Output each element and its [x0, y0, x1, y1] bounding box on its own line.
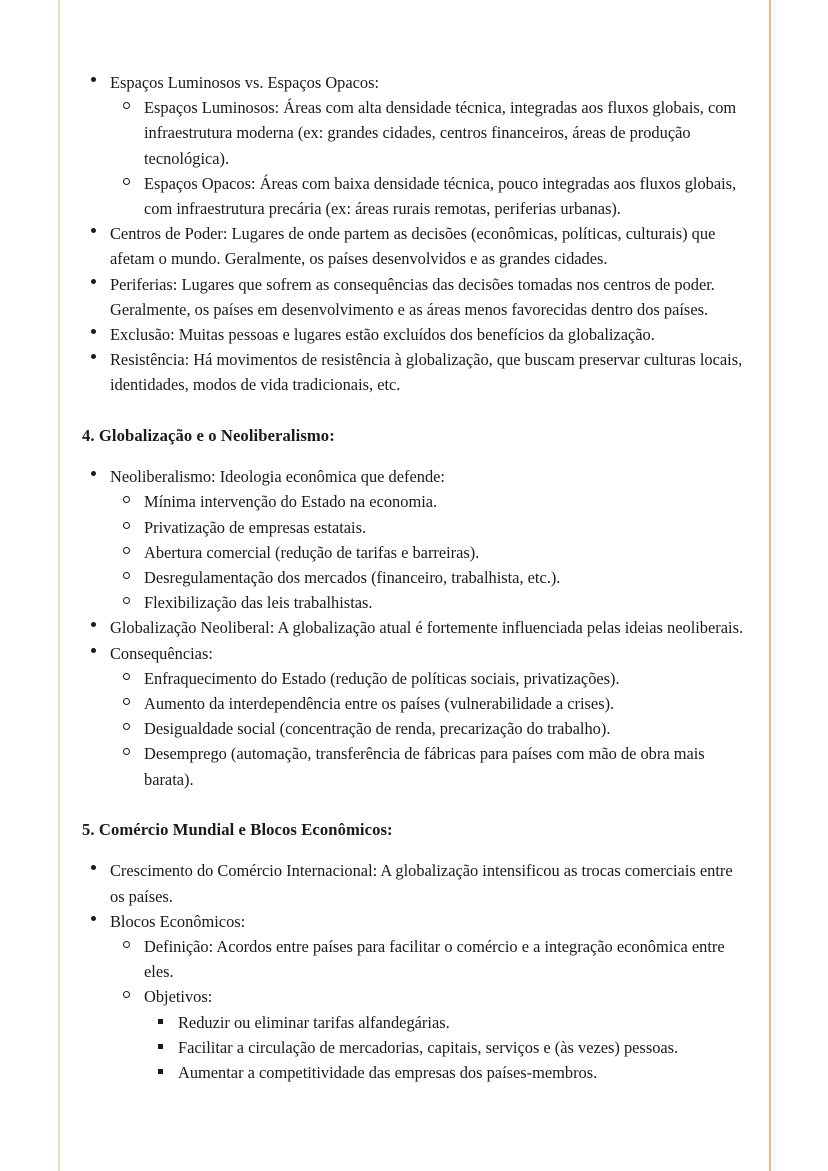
- list-item: [113, 741, 750, 791]
- list-item: [82, 615, 750, 640]
- list-item: [82, 909, 750, 1085]
- bullet-circle-icon: [123, 984, 130, 1009]
- bullet-disc-icon: [91, 909, 96, 934]
- bullet-list-level-2: [110, 934, 750, 1085]
- bullet-disc-icon: [91, 615, 96, 640]
- bullet-disc-icon: [91, 858, 96, 883]
- list-item-text: Neoliberalismo: Ideologia econômica que defende:: [110, 467, 445, 487]
- list-item: [147, 1035, 750, 1060]
- list-item-text: Enfraquecimento do Estado (redução de políticas sociais, privatizações).: [144, 668, 620, 688]
- list-item: [113, 666, 750, 691]
- bullet-disc-icon: [91, 322, 96, 347]
- list-item: [113, 590, 750, 615]
- list-item-text: Flexibilização das leis trabalhistas.: [144, 593, 373, 613]
- bullet-list-level-2: [110, 666, 750, 792]
- bullet-disc-icon: [91, 464, 96, 489]
- list-item-text: Mínima intervenção do Estado na economia.: [144, 492, 438, 512]
- bullet-circle-icon: [123, 590, 130, 615]
- list-item-text: Blocos Econômicos:: [110, 911, 246, 931]
- bullet-square-icon: [158, 1035, 163, 1060]
- list-item-text: Centros de Poder: Lugares de onde partem as decisões (econômicas, políticas, culturais) que afetam o mundo. Geralmente, os países desenvolvidos e as grandes cidades.: [110, 224, 716, 269]
- list-item-text: Desigualdade social (concentração de renda, precarização do trabalho).: [144, 719, 611, 739]
- list-item: [113, 171, 750, 221]
- list-item-text: Desregulamentação dos mercados (financeiro, trabalhista, etc.).: [144, 568, 561, 588]
- section-heading: 4. Globalização e o Neoliberalismo:: [82, 425, 335, 445]
- list-item-text: Aumentar a competitividade das empresas dos países-membros.: [178, 1063, 598, 1083]
- list-item: [113, 716, 750, 741]
- list-item-text: Privatização de empresas estatais.: [144, 517, 367, 537]
- bullet-disc-icon: [91, 272, 96, 297]
- list-item: [113, 489, 750, 514]
- list-item-text: Facilitar a circulação de mercadorias, capitais, serviços e (às vezes) pessoas.: [178, 1037, 679, 1057]
- bullet-disc-icon: [91, 221, 96, 246]
- bullet-circle-icon: [123, 171, 130, 196]
- list-item: [82, 464, 750, 615]
- list-item: [147, 1060, 750, 1085]
- page-rule-left: [58, 0, 60, 1171]
- list-item: [113, 565, 750, 590]
- list-item-text: Globalização Neoliberal: A globalização atual é fortemente influenciada pelas ideias neoliberais.: [110, 618, 744, 638]
- bullet-list-level-1: [82, 70, 750, 398]
- list-item-text: Abertura comercial (redução de tarifas e barreiras).: [144, 542, 480, 562]
- list-item: [82, 641, 750, 792]
- list-item-text: Objetivos:: [144, 987, 213, 1007]
- list-item: [113, 984, 750, 1085]
- bullet-disc-icon: [91, 347, 96, 372]
- list-item-text: Aumento da interdependência entre os países (vulnerabilidade a crises).: [144, 694, 615, 714]
- list-item: [82, 272, 750, 322]
- section-heading: 5. Comércio Mundial e Blocos Econômicos:: [82, 819, 393, 839]
- bullet-list-level-2: [110, 95, 750, 221]
- list-item: [147, 1010, 750, 1035]
- bullet-circle-icon: [123, 934, 130, 959]
- bullet-circle-icon: [123, 741, 130, 766]
- bullet-square-icon: [158, 1010, 163, 1035]
- list-item: [113, 691, 750, 716]
- bullet-circle-icon: [123, 716, 130, 741]
- bullet-circle-icon: [123, 565, 130, 590]
- list-item-text: Espaços Luminosos vs. Espaços Opacos:: [110, 73, 380, 92]
- bullet-circle-icon: [123, 691, 130, 716]
- list-item: [113, 540, 750, 565]
- list-item: [82, 858, 750, 908]
- list-item-text: Definição: Acordos entre países para facilitar o comércio e a integração econômica entre eles.: [144, 937, 725, 982]
- list-item-text: Desemprego (automação, transferência de fábricas para países com mão de obra mais barata).: [144, 744, 705, 789]
- bullet-list-level-3: [144, 1010, 750, 1086]
- list-item: [82, 221, 750, 271]
- list-item: [82, 347, 750, 397]
- bullet-circle-icon: [123, 515, 130, 540]
- bullet-circle-icon: [123, 540, 130, 565]
- list-item-text: Espaços Luminosos: Áreas com alta densidade técnica, integradas aos fluxos globais, com infraestrutura moderna (ex: grandes cidades, centros financeiros, áreas de produção tecnológica).: [144, 98, 737, 168]
- bullet-list-level-1: [82, 858, 750, 1085]
- list-item: [113, 934, 750, 984]
- bullet-circle-icon: [123, 95, 130, 120]
- list-item-text: Reduzir ou eliminar tarifas alfandegárias.: [178, 1012, 450, 1032]
- bullet-list-level-1: [82, 464, 750, 792]
- page-rule-right: [769, 0, 771, 1171]
- list-item: [113, 515, 750, 540]
- bullet-disc-icon: [91, 641, 96, 666]
- list-item: [82, 70, 750, 221]
- bullet-circle-icon: [123, 489, 130, 514]
- bullet-list-level-2: [110, 489, 750, 615]
- document-body: [82, 70, 750, 1085]
- list-item-text: Crescimento do Comércio Internacional: A globalização intensificou as trocas comerciais entre os países.: [110, 861, 733, 906]
- list-item-text: Periferias: Lugares que sofrem as consequências das decisões tomadas nos centros de poder. Geralmente, os países em desenvolvimento e as áreas menos favorecidas dentro dos países.: [110, 274, 715, 319]
- list-item: [113, 95, 750, 171]
- bullet-disc-icon: [91, 70, 96, 95]
- list-item: [82, 322, 750, 347]
- list-item-text: Espaços Opacos: Áreas com baixa densidade técnica, pouco integradas aos fluxos globais, com infraestrutura precária (ex: áreas rurais remotas, periferias urbanas).: [144, 173, 737, 219]
- bullet-circle-icon: [123, 666, 130, 691]
- list-item-text: Resistência: Há movimentos de resistência à globalização, que buscam preservar culturas locais, identidades, modos de vida tradicionais, etc.: [110, 350, 743, 395]
- bullet-square-icon: [158, 1060, 163, 1085]
- list-item-text: Consequências:: [110, 643, 213, 663]
- list-item-text: Exclusão: Muitas pessoas e lugares estão excluídos dos benefícios da globalização.: [110, 325, 655, 345]
